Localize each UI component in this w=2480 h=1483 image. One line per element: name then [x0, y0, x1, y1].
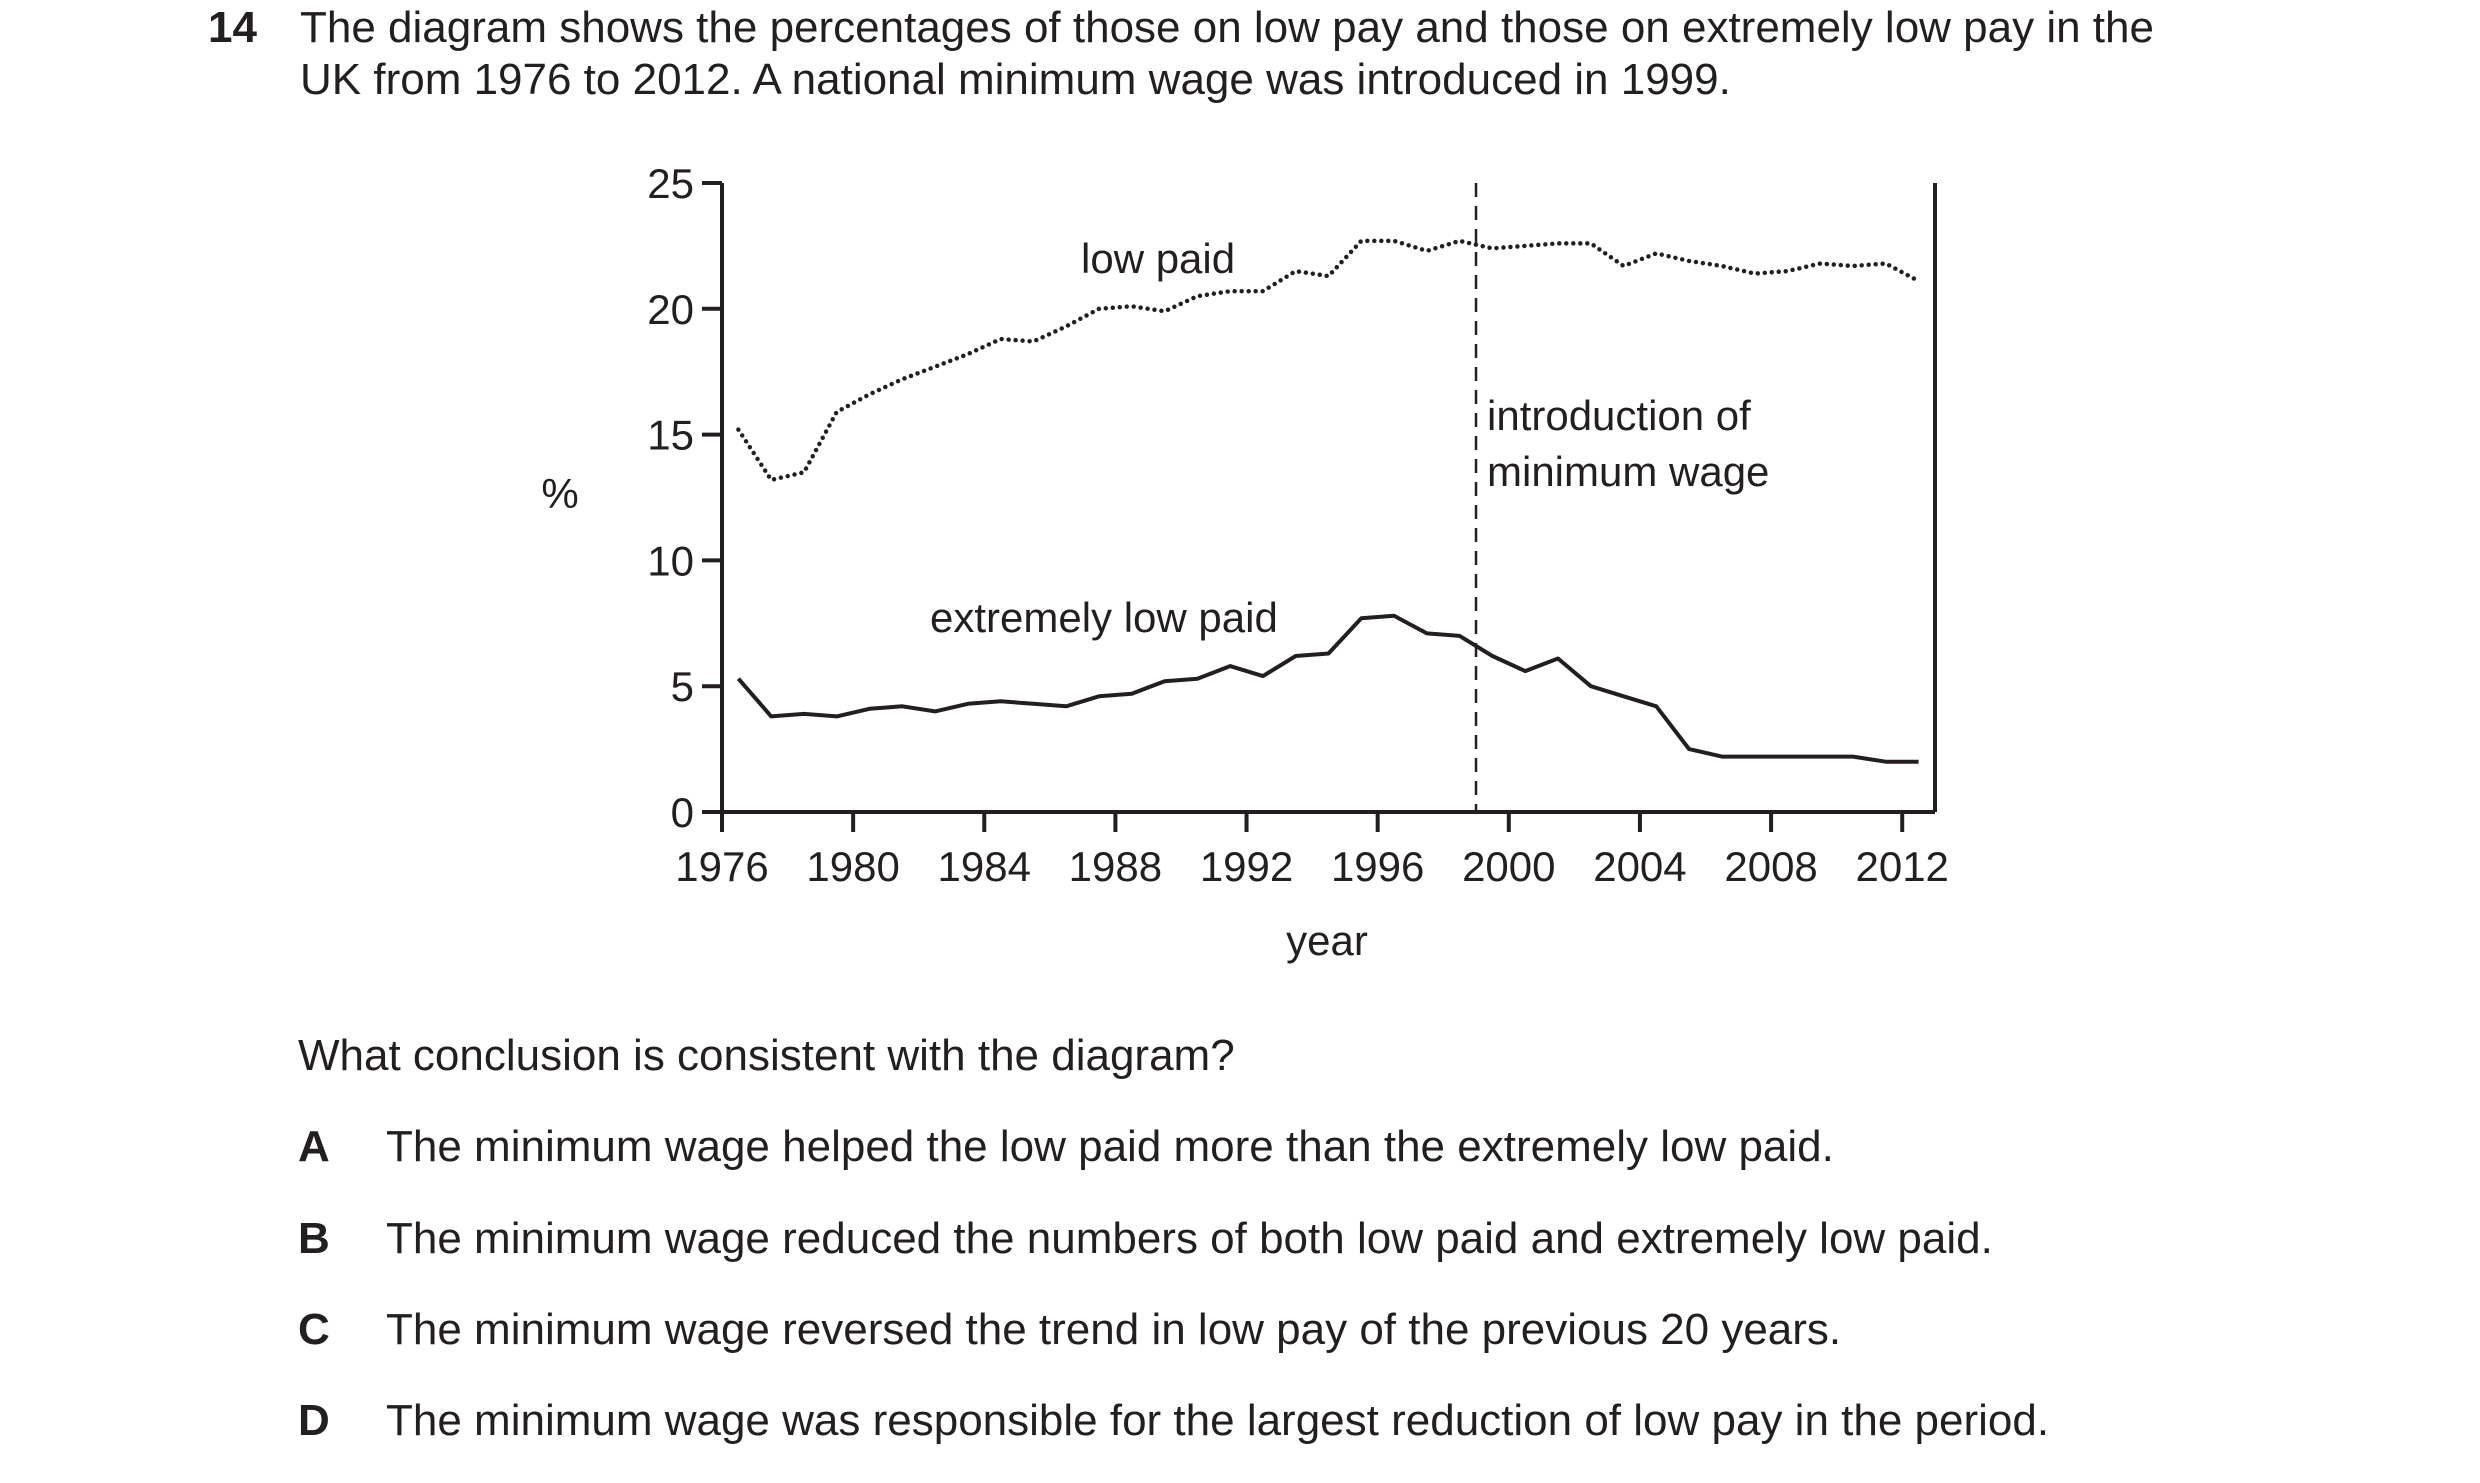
y-tick-label: 0 — [670, 789, 694, 836]
option-text: The minimum wage helped the low paid more than the extremely low paid. — [386, 1122, 1834, 1171]
y-axis-label: % — [541, 470, 579, 517]
series-line-extremely-low-paid — [738, 616, 1918, 762]
extremely-low-paid-label: extremely low paid — [930, 594, 1278, 641]
y-tick-label: 5 — [670, 663, 694, 711]
question-prompt: What conclusion is consistent with the diagram? — [298, 1031, 1235, 1080]
x-tick-label: 1980 — [806, 843, 900, 890]
answer-option-b[interactable] — [298, 1213, 1993, 1265]
minimum-wage-label-line: introduction of — [1487, 392, 1751, 439]
y-tick-label: 15 — [647, 411, 694, 459]
y-tick-label: 25 — [647, 160, 694, 207]
y-tick-label: 20 — [647, 285, 694, 333]
chart-annotations — [930, 235, 1769, 641]
question-text-line-2: UK from 1976 to 2012. A national minimum wage was introduced in 1999. — [300, 55, 1731, 104]
option-text: The minimum wage was responsible for the largest reduction of low pay in the period. — [386, 1396, 2050, 1445]
answer-option-c[interactable] — [298, 1304, 1841, 1356]
x-tick-label: 2000 — [1462, 843, 1556, 890]
option-letter: B — [298, 1214, 330, 1263]
y-tick-label: 10 — [647, 537, 694, 585]
minimum-wage-label-line: minimum wage — [1487, 448, 1770, 495]
x-axis-label: year — [1286, 917, 1368, 964]
x-tick-label: 1984 — [937, 843, 1031, 890]
x-tick-label: 1996 — [1330, 843, 1425, 890]
series-line-low-paid — [738, 241, 1918, 480]
answer-option-a[interactable] — [298, 1121, 1834, 1173]
x-tick-label: 1992 — [1199, 843, 1294, 890]
x-tick-label: 1976 — [675, 843, 769, 890]
x-tick-label: 2004 — [1593, 843, 1687, 890]
option-letter: C — [298, 1305, 330, 1354]
answer-option-d[interactable] — [298, 1395, 2049, 1447]
chart-series — [738, 183, 1918, 812]
question-number: 14 — [208, 3, 257, 52]
x-tick-label: 2008 — [1724, 843, 1818, 890]
option-text: The minimum wage reversed the trend in low pay of the previous 20 years. — [386, 1305, 1842, 1354]
low-paid-label: low paid — [1081, 235, 1236, 282]
chart-axes — [541, 160, 1949, 964]
question-text-line-1: The diagram shows the percentages of those on low pay and those on extremely low pay in the — [300, 3, 2154, 52]
option-text: The minimum wage reduced the numbers of both low paid and extremely low paid. — [386, 1214, 1993, 1263]
x-tick-label: 1988 — [1068, 843, 1163, 890]
option-letter: D — [298, 1396, 330, 1445]
x-tick-label: 2012 — [1855, 843, 1949, 890]
option-letter: A — [298, 1122, 330, 1171]
